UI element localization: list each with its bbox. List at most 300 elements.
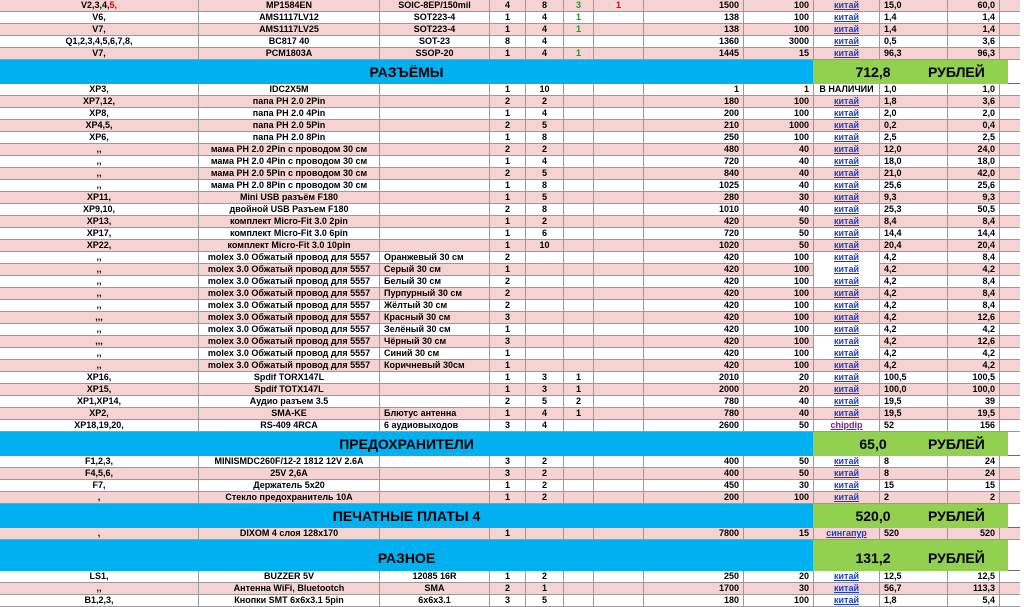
table-row — [0, 348, 1020, 360]
cell-seller[interactable] — [814, 492, 880, 504]
cell-text: 113,3 — [972, 583, 995, 593]
seller-link[interactable]: китай — [834, 96, 859, 106]
cell-text: 1,0 — [884, 84, 897, 94]
cell-qty — [744, 96, 814, 108]
seller-link[interactable]: китай — [834, 48, 859, 58]
cell-text: 40 — [798, 408, 809, 418]
cell-name — [199, 144, 380, 156]
cell-text: 0,4 — [982, 120, 995, 130]
cell-seller[interactable] — [814, 168, 880, 180]
seller-link[interactable]: китай — [834, 336, 859, 346]
cell-name — [199, 156, 380, 168]
cell-unit — [880, 396, 948, 408]
cell-qty — [744, 492, 814, 504]
seller-link[interactable]: китай — [834, 312, 859, 322]
cell-text: 19,5 — [884, 408, 902, 418]
seller-link[interactable]: китай — [834, 252, 859, 262]
cell-text: 2 — [504, 276, 510, 286]
cell-text: B1,2,3, — [84, 595, 114, 605]
cell-seller[interactable] — [814, 144, 880, 156]
cell-seller[interactable] — [814, 84, 880, 96]
cell-price — [644, 583, 744, 595]
cell-text: RS-409 4RCA — [260, 420, 318, 430]
seller-link[interactable]: китай — [834, 571, 859, 581]
cell-unit — [880, 156, 948, 168]
cell-seller[interactable] — [814, 228, 880, 240]
cell-text: 6 — [541, 228, 547, 238]
table-row — [0, 228, 1020, 240]
table-row — [0, 252, 1020, 264]
cell-text: 420 — [723, 300, 739, 310]
seller-link[interactable]: китай — [834, 36, 859, 46]
cell-b — [526, 132, 564, 144]
cell-seller[interactable] — [814, 324, 880, 336]
ref-text: V2,3,4, — [80, 0, 110, 10]
cell-text: Жёлтый 30 см — [384, 300, 448, 310]
cell-ref — [0, 96, 199, 108]
cell-d — [594, 36, 644, 48]
cell-text: 2 — [575, 396, 581, 406]
cell-price — [644, 288, 744, 300]
cell-text: 138 — [723, 12, 739, 22]
cell-qty — [744, 204, 814, 216]
cell-b — [526, 12, 564, 24]
section-title: ПРЕДОХРАНИТЕЛИ — [339, 436, 474, 452]
cell-text: 1,4 — [982, 12, 995, 22]
cell-seller[interactable] — [814, 396, 880, 408]
cell-seller[interactable] — [814, 456, 880, 468]
cell-qty — [744, 480, 814, 492]
cell-c — [564, 204, 594, 216]
cell-d — [594, 492, 644, 504]
cell-name — [199, 168, 380, 180]
cell-text: 20 — [798, 372, 809, 382]
section-title: ПЕЧАТНЫЕ ПЛАТЫ 4 — [332, 508, 481, 524]
seller-link[interactable]: китай — [834, 108, 859, 118]
table-row — [0, 276, 1020, 288]
cell-qty — [744, 336, 814, 348]
cell-b — [526, 571, 564, 583]
cell-b — [526, 252, 564, 264]
cell-seller[interactable] — [814, 420, 880, 432]
cell-name — [199, 408, 380, 420]
cell-text: 1 — [504, 480, 510, 490]
cell-a — [490, 492, 526, 504]
cell-text: 5,4 — [982, 595, 995, 605]
seller-link[interactable]: китай — [834, 360, 859, 370]
cell-ref — [0, 36, 199, 48]
cell-name — [199, 252, 380, 264]
cell-unit — [880, 240, 948, 252]
cell-unit — [880, 480, 948, 492]
seller-link[interactable]: китай — [834, 456, 859, 466]
cell-seller[interactable] — [814, 595, 880, 607]
cell-seller[interactable] — [814, 480, 880, 492]
cell-unit — [880, 336, 948, 348]
cell-text: 1 — [504, 156, 510, 166]
cell-text: мама PH 2.0 4Pin с проводом 30 см — [210, 156, 368, 166]
cell-text: 1 — [504, 84, 510, 94]
cell-seller[interactable] — [814, 0, 880, 12]
cell-unit — [880, 96, 948, 108]
cell-text: 4 — [541, 36, 547, 46]
cell-text: 1020 — [718, 240, 739, 250]
cell-text: 3,6 — [982, 96, 995, 106]
seller-link[interactable]: китай — [834, 348, 859, 358]
cell-text: 1 — [504, 324, 510, 334]
cell-text: molex 3.0 Обжатый провод для 5557 — [207, 264, 371, 274]
cell-seller[interactable] — [814, 312, 880, 324]
cell-c — [564, 420, 594, 432]
cell-text: 100 — [793, 252, 809, 262]
cell-text: 56,7 — [884, 583, 902, 593]
cell-text: 20 — [798, 571, 809, 581]
cell-b — [526, 492, 564, 504]
cell-qty — [744, 583, 814, 595]
cell-qty — [744, 468, 814, 480]
cell-name — [199, 324, 380, 336]
cell-d — [594, 84, 644, 96]
cell-qty — [744, 252, 814, 264]
cell-text: 2 — [504, 583, 510, 593]
cell-a — [490, 132, 526, 144]
cell-seller[interactable] — [814, 360, 880, 372]
cell-total — [948, 228, 1000, 240]
seller-link[interactable]: китай — [834, 595, 859, 605]
cell-text: 4,2 — [884, 348, 897, 358]
cell-d — [594, 96, 644, 108]
cell-pkg — [380, 456, 490, 468]
seller-link[interactable]: китай — [834, 168, 859, 178]
seller-link[interactable]: китай — [834, 132, 859, 142]
seller-link[interactable]: китай — [834, 204, 859, 214]
cell-note — [380, 300, 490, 312]
cell-unit — [880, 583, 948, 595]
cell-d — [594, 24, 644, 36]
cell-text: ,, — [96, 276, 102, 286]
cell-c — [564, 456, 594, 468]
cell-d — [594, 216, 644, 228]
cell-price — [644, 336, 744, 348]
seller-link[interactable]: китай — [834, 408, 859, 418]
cell-text: Стекло предохранитель 10А — [225, 492, 353, 502]
cell-text: 4,2 — [884, 360, 897, 370]
cell-name — [199, 528, 380, 540]
cell-price — [644, 264, 744, 276]
cell-text: F7, — [92, 480, 106, 490]
cell-seller[interactable] — [814, 12, 880, 24]
table-row — [0, 468, 1020, 480]
cell-d — [594, 348, 644, 360]
cell-ref — [0, 216, 199, 228]
seller-link[interactable]: китай — [834, 216, 859, 226]
cell-seller[interactable] — [814, 384, 880, 396]
cell-seller[interactable] — [814, 372, 880, 384]
cell-pkg — [380, 12, 490, 24]
seller-link[interactable]: chipdip — [830, 420, 863, 430]
seller-link[interactable]: китай — [834, 480, 859, 490]
cell-price — [644, 408, 744, 420]
cell-total — [948, 348, 1000, 360]
cell-text: SOT-23 — [418, 36, 450, 46]
cell-unit — [880, 144, 948, 156]
cell-unit — [880, 372, 948, 384]
cell-text: ,, — [96, 348, 102, 358]
seller-link[interactable]: сингапур — [826, 528, 867, 538]
cell-text: 4,2 — [884, 264, 897, 274]
cell-text: 20 — [798, 384, 809, 394]
cell-ref — [0, 24, 199, 36]
cell-text: 480 — [723, 144, 739, 154]
cell-b — [526, 264, 564, 276]
cell-price — [644, 595, 744, 607]
cell-price — [644, 132, 744, 144]
table-row — [0, 264, 1020, 276]
cell-ref — [0, 480, 199, 492]
cell-a — [490, 12, 526, 24]
cell-text: 180 — [723, 96, 739, 106]
cell-seller[interactable] — [814, 468, 880, 480]
cell-seller[interactable] — [814, 96, 880, 108]
cell-unit — [880, 36, 948, 48]
cell-seller[interactable] — [814, 288, 880, 300]
cell-qty — [744, 228, 814, 240]
cell-ref — [0, 48, 199, 60]
cell-text: 8 — [884, 468, 890, 478]
cell-seller[interactable] — [814, 180, 880, 192]
cell-seller[interactable] — [814, 156, 880, 168]
seller-link[interactable]: китай — [834, 24, 859, 34]
cell-name — [199, 360, 380, 372]
cell-text: 420 — [723, 264, 739, 274]
cell-pkg — [380, 468, 490, 480]
seller-link[interactable]: китай — [834, 583, 859, 593]
cell-text: папа PH 2.0 8Pin — [252, 132, 326, 142]
cell-seller[interactable] — [814, 528, 880, 540]
cell-text: 1 — [504, 408, 510, 418]
seller-link[interactable]: китай — [834, 276, 859, 286]
cell-pkg — [380, 180, 490, 192]
cell-text: 2 — [504, 204, 510, 214]
seller-link[interactable]: китай — [834, 372, 859, 382]
cell-text: 4 — [504, 0, 510, 10]
cell-name — [199, 468, 380, 480]
cell-pkg — [380, 144, 490, 156]
cell-ref — [0, 595, 199, 607]
cell-price — [644, 144, 744, 156]
cell-seller[interactable] — [814, 48, 880, 60]
seller-link[interactable]: китай — [834, 492, 859, 502]
cell-text: 420 — [723, 276, 739, 286]
cell-seller[interactable] — [814, 264, 880, 276]
cell-text: 100 — [793, 492, 809, 502]
cell-seller[interactable] — [814, 300, 880, 312]
cell-text: XP16, — [86, 372, 112, 382]
cell-note — [380, 324, 490, 336]
seller-link[interactable]: китай — [834, 12, 859, 22]
cell-text: Коричневый 30см — [384, 360, 465, 370]
table-row — [0, 96, 1020, 108]
cell-b — [526, 336, 564, 348]
cell-seller[interactable] — [814, 204, 880, 216]
cell-price — [644, 276, 744, 288]
cell-seller[interactable] — [814, 192, 880, 204]
seller-link[interactable]: китай — [834, 228, 859, 238]
cell-b — [526, 204, 564, 216]
cell-text: 2 — [884, 492, 890, 502]
section-header — [0, 432, 1020, 456]
cell-text: XP13, — [86, 216, 112, 226]
cell-text: V7, — [92, 48, 106, 58]
cell-seller[interactable] — [814, 240, 880, 252]
cell-note — [380, 288, 490, 300]
cell-qty — [744, 300, 814, 312]
cell-unit — [880, 252, 948, 264]
cell-text: 1 — [504, 492, 510, 502]
cell-price — [644, 228, 744, 240]
section-currency: РУБЛЕЙ — [928, 436, 985, 452]
cell-price — [644, 384, 744, 396]
cell-seller[interactable] — [814, 583, 880, 595]
cell-text: 1 — [733, 84, 739, 94]
cell-seller[interactable] — [814, 408, 880, 420]
cell-seller[interactable] — [814, 132, 880, 144]
cell-price — [644, 120, 744, 132]
cell-text: ,,, — [95, 336, 103, 346]
cell-text: ,, — [96, 144, 102, 154]
seller-link[interactable]: китай — [834, 300, 859, 310]
seller-link[interactable]: китай — [834, 324, 859, 334]
cell-text: ,, — [96, 156, 102, 166]
cell-b — [526, 276, 564, 288]
section-amount: 65,0 — [859, 436, 887, 452]
seller-link[interactable]: китай — [834, 240, 859, 250]
cell-pkg — [380, 492, 490, 504]
cell-seller[interactable] — [814, 216, 880, 228]
cell-a — [490, 156, 526, 168]
seller-link[interactable]: китай — [834, 0, 859, 10]
cell-text: 14,4 — [977, 228, 995, 238]
cell-text: 2 — [504, 168, 510, 178]
cell-text: Mini USB разъём F180 — [239, 192, 339, 202]
cell-b — [526, 192, 564, 204]
cell-qty — [744, 48, 814, 60]
cell-seller[interactable] — [814, 24, 880, 36]
cell-text: ,, — [96, 180, 102, 190]
table-row — [0, 0, 1020, 12]
seller-link[interactable]: китай — [834, 192, 859, 202]
cell-text: SOT223-4 — [413, 24, 456, 34]
cell-seller[interactable] — [814, 571, 880, 583]
seller-link[interactable]: китай — [834, 384, 859, 394]
cell-b — [526, 324, 564, 336]
cell-price — [644, 84, 744, 96]
cell-seller[interactable] — [814, 336, 880, 348]
cell-total — [948, 480, 1000, 492]
cell-text: Держатель 5x20 — [253, 480, 325, 490]
cell-name — [199, 456, 380, 468]
cell-pkg — [380, 132, 490, 144]
cell-seller[interactable] — [814, 252, 880, 264]
cell-c — [564, 168, 594, 180]
cell-text: 4,2 — [884, 312, 897, 322]
cell-text: 25,3 — [884, 204, 902, 214]
cell-seller[interactable] — [814, 120, 880, 132]
cell-c — [564, 264, 594, 276]
cell-d — [594, 420, 644, 432]
cell-total — [948, 24, 1000, 36]
cell-text: 138 — [723, 24, 739, 34]
cell-a — [490, 120, 526, 132]
cell-text: 15 — [884, 480, 895, 490]
seller-link[interactable]: китай — [834, 396, 859, 406]
cell-price — [644, 36, 744, 48]
cell-seller[interactable] — [814, 348, 880, 360]
cell-ref — [0, 252, 199, 264]
cell-c — [564, 108, 594, 120]
cell-ref — [0, 0, 199, 12]
seller-link[interactable]: китай — [834, 156, 859, 166]
cell-a — [490, 583, 526, 595]
cell-total — [948, 216, 1000, 228]
cell-text: 3 — [541, 384, 547, 394]
seller-link[interactable]: китай — [834, 468, 859, 478]
cell-text: 8 — [541, 132, 547, 142]
cell-text: 420 — [723, 288, 739, 298]
cell-total — [948, 12, 1000, 24]
cell-total — [948, 156, 1000, 168]
table-row — [0, 12, 1020, 24]
cell-seller[interactable] — [814, 108, 880, 120]
cell-unit — [880, 324, 948, 336]
cell-b — [526, 240, 564, 252]
cell-text: 3 — [504, 336, 510, 346]
cell-ref — [0, 264, 199, 276]
seller-link[interactable]: китай — [834, 264, 859, 274]
cell-text: 4 — [541, 156, 547, 166]
cell-text: 420 — [723, 312, 739, 322]
cell-text: двойной USB Разъем F180 — [229, 204, 349, 214]
cell-note — [380, 408, 490, 420]
seller-link[interactable]: китай — [834, 180, 859, 190]
cell-c — [564, 348, 594, 360]
cell-text: 2 — [541, 468, 547, 478]
cell-a — [490, 288, 526, 300]
cell-a — [490, 468, 526, 480]
seller-link[interactable]: китай — [834, 120, 859, 130]
cell-c — [564, 528, 594, 540]
cell-unit — [880, 571, 948, 583]
cell-text: 4,2 — [982, 360, 995, 370]
cell-d — [594, 288, 644, 300]
cell-seller[interactable] — [814, 276, 880, 288]
cell-text: 25V 2,6A — [270, 468, 308, 478]
section-currency: РУБЛЕЙ — [928, 550, 985, 566]
section-header — [0, 504, 1020, 528]
cell-d — [594, 240, 644, 252]
cell-text: 4 — [541, 48, 547, 58]
cell-text: 780 — [723, 396, 739, 406]
cell-seller[interactable] — [814, 36, 880, 48]
seller-link[interactable]: китай — [834, 288, 859, 298]
cell-total — [948, 108, 1000, 120]
cell-total — [948, 168, 1000, 180]
cell-b — [526, 372, 564, 384]
cell-text: F4,5,6, — [84, 468, 113, 478]
cell-qty — [744, 120, 814, 132]
seller-link[interactable]: китай — [834, 144, 859, 154]
table-row — [0, 24, 1020, 36]
